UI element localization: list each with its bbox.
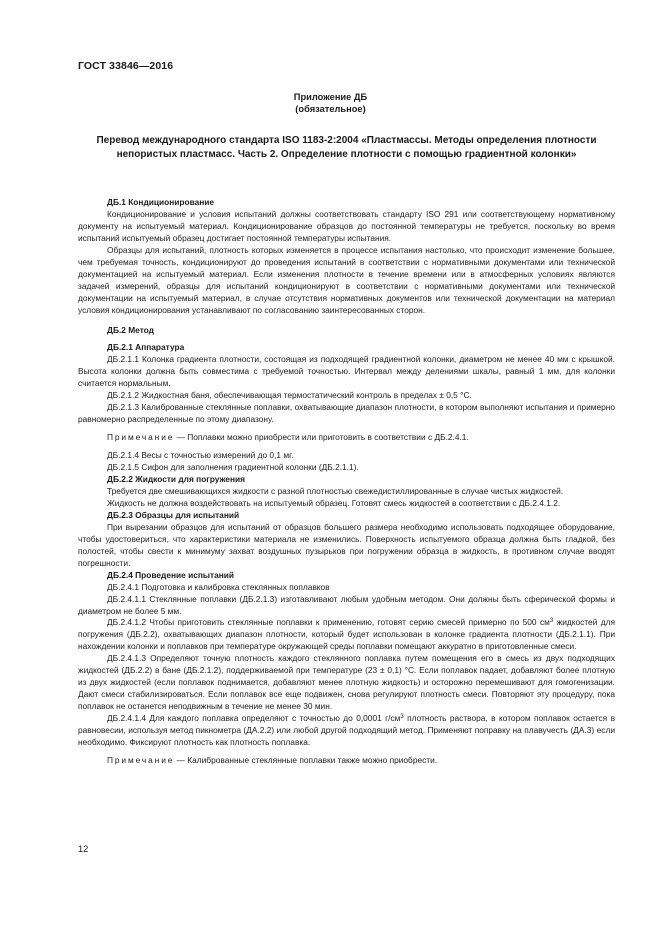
standard-header: ГОСТ 33846—2016 (78, 60, 174, 72)
document-body (78, 197, 615, 767)
paragraph-db215: ДБ.2.1.5 Сифон для заполнения градиентной колонки (ДБ.2.1.1). (107, 462, 359, 473)
paragraph-db23-1: При вырезании образцов для испытаний от образцов большего размера необходимо использовать подходящее оборудование, чтобы удостовериться, что характеристики материала не изменились. Поверхность испытуемого образца должна быть гладкой, без полостей, чтобы свести к минимуму захват воздушных пузырьков при погружении образца в жидкость, в противном случае вводят погрешности. (78, 521, 615, 568)
paragraph-db213: ДБ.2.1.3 Калиброванные стеклянные поплавки, охватывающие диапазон плотности, в котором выполняют испытания и примерно равномерно распределенные по этому диапазону. (78, 402, 615, 425)
subsection-heading-db21: ДБ.2.1 Аппаратура (107, 342, 185, 353)
document-title: Перевод международного стандарта ISO 1183-2:2004 «Пластмассы. Методы определения плотности непористых пластмасс. Часть 2. Определение плотности с помощью градиентной колонки» (96, 135, 597, 161)
paragraph-db2411: ДБ.2.4.1.1 Стеклянные поплавки (ДБ.2.1.3) изготавливают любым удобным методом. Они должны быть сферической формы и диаметром не более 5 мм. (78, 593, 615, 616)
paragraph-db2412: ДБ.2.4.1.2 Чтобы приготовить стеклянные поплавки к применению, готовят серию смесей примерно по 500 $см^3$ жидкостей для погружения (ДБ.2.2), охватывающих диапазон плотности, который будет использован в колонке градиента плотности (ДБ.2.1.1). При нахождении колонки и поплавков при температуре окружающей среды поплавки помещают аккуратно в приготовленные смеси. (78, 617, 615, 652)
note-1-text: — Поплавки можно приобрести или приготовить в соответствии с ДБ.2.4.1. (174, 432, 469, 443)
subsection-heading-db22: ДБ.2.2 Жидкости для погружения (107, 474, 245, 485)
note-1-label: Примечание (107, 432, 175, 443)
note-2-text: — Калиброванные стеклянные поплавки также можно приобрести. (174, 754, 438, 765)
note-2-label: Примечание (107, 754, 175, 765)
appendix-label: Приложение ДБ (293, 92, 368, 102)
subsection-heading-db23: ДБ.2.3 Образцы для испытаний (107, 509, 240, 520)
paragraph-db1-2: Образцы для испытаний, плотность которых изменяется в процессе испытания настолько, что происходит изменение большее, чем требуемая точность, кондиционируют до проведения испытаний в соответствии с нормативными документами или технической документацией на испытуемый материал. Если изменения плотности в течение времени или в атмосферных условиях являются задачей измерений, образцы для испытаний кондиционируют в соответствии с нормативными документами или технической документации на испытуемый материал, в случае отсутствия нормативных документов или технической документации на материал условия кондиционирования устанавливают по согласованию заинтересованных сторон. (78, 244, 615, 315)
paragraph-db214: ДБ.2.1.4 Весы с точностью измерений до 0,1 мг. (107, 450, 294, 461)
appendix-status: (обязательное) (295, 104, 366, 114)
paragraph-db212: ДБ.2.1.2 Жидкостная баня, обеспечивающая термостатический контроль в пределах ± 0,5 °С. (107, 390, 472, 401)
section-heading-db2: ДБ.2 Метод (107, 324, 154, 335)
paragraph-db2414: ДБ.2.4.1.4 Для каждого поплавка определяют с точностью до 0,0001 $г/см^3$ плотность раствора, в котором поплавок остается в равновесии, используя метод пикнометра (ДА.2.2) или любой другой подходящий метод. Применяют поправку на плавучесть (ДА.3) если необходимо. Фиксируют плотность как плотность поплавка. (78, 713, 615, 747)
paragraph-db22-2: Жидкость не должна воздействовать на испытуемый образец. Готовят смесь жидкостей в соответствии с ДБ.2.4.1.2. (107, 497, 561, 508)
paragraph-db2413: ДБ.2.4.1.3 Определяют точную плотность каждого стеклянного поплавка путем помещения его в смесь из двух подходящих жидкостей (ДБ.2.2) в бане (ДБ.2.1.2), поддерживаемой при температуре (23 ± 0,1) °С. Если поплавок падает, добавляют более плотную из двух жидкостей (если поплавок поднимается, добавляют менее плотную жидкость) и осторожно перемешивают для гомогенизации. Дают смеси стабилизироваться. Если поплавок все еще подвижен, снова регулируют плотность смеси. Повторяют эту процедуру, пока поплавок не останется неподвижным в течение не менее 30 мин. (78, 653, 615, 712)
page-number: 12 (78, 844, 89, 854)
section-heading-db1: ДБ.1 Кондиционирование (107, 197, 215, 207)
paragraph-db241: ДБ.2.4.1 Подготовка и калибровка стеклянных поплавков (107, 581, 330, 592)
note-1 (78, 432, 615, 444)
subsection-heading-db24: ДБ.2.4 Проведение испытаний (107, 569, 235, 580)
paragraph-db22-1: Требуется две смешивающихся жидкости с разной плотностью свежедистиллированные в случае чистых жидкостей. (107, 485, 564, 496)
note-2 (78, 755, 615, 767)
paragraph-db1-1: Кондиционирование и условия испытаний должны соответствовать стандарту ISO 291 или соответствующему нормативному документу на испытуемый материал. Кондиционирование образцов до постоянной температуры не требуется, поскольку во время испытаний испытуемый образец достигает постоянной температуры испытания. (78, 208, 615, 243)
paragraph-db211: ДБ.2.1.1 Колонка градиента плотности, состоящая из подходящей градиентной колонки, диаметром не менее 40 мм с крышкой. Высота колонки должна быть совместима с требуемой точностью. Интервал между делениями шкалы, равный 1 мм, для колонки считается нормальным. (78, 354, 615, 389)
